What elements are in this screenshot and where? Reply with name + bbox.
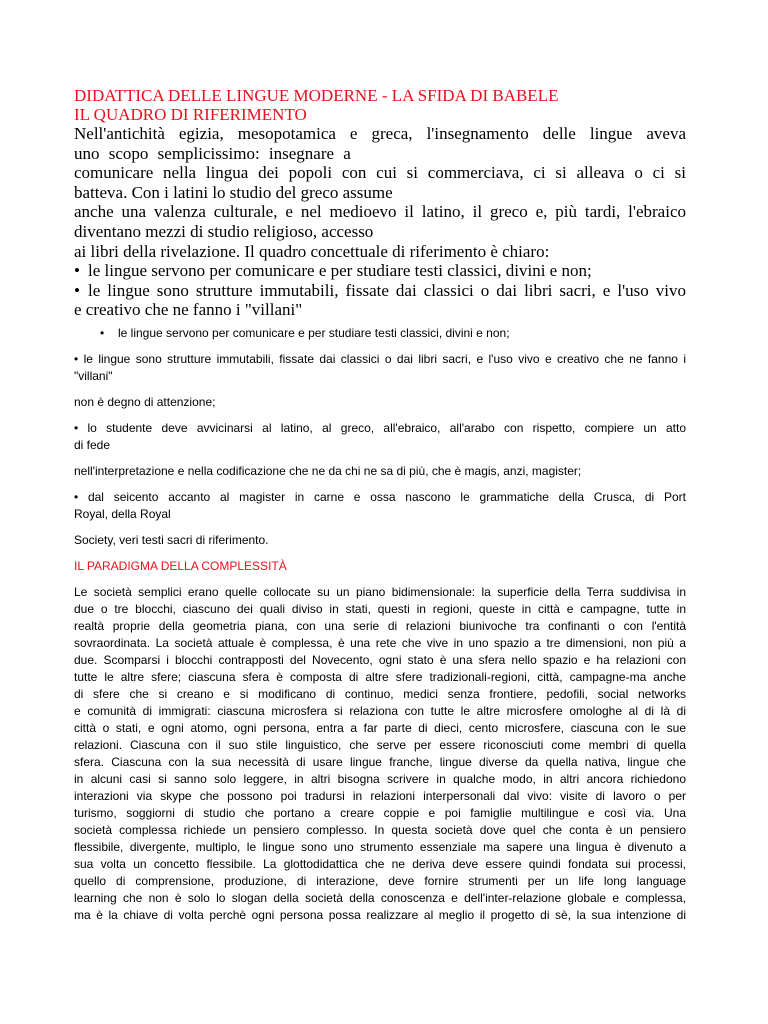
intro-line: anche una valenza culturale, e nel medioevo il latino, il greco e, più tardi, l'ebraico (74, 202, 686, 222)
bullet-dot-icon: • (100, 325, 105, 340)
paragraph-line: quello di comprensione, produzione, di interazione, deve fornire strumenti per un life long language (74, 873, 686, 888)
paragraph-line: due. Scomparsi i blocchi contrapposti del Novecento, ogni stato è una sfera nello spazio e ha relazioni con (74, 652, 686, 667)
intro-line: comunicare nella lingua dei popoli con cui si commerciava, ci si alleava o ci si (74, 163, 686, 183)
point-continuation: non è degno di attenzione; (74, 394, 216, 409)
big-bullet-text: le lingue servono per comunicare e per studiare testi classici, divini e non; (88, 261, 592, 281)
point-a (74, 351, 686, 385)
point-line: • lo studente deve avvicinarsi al latino, al greco, all'ebraico, all'arabo con rispetto, compiere un atto (74, 420, 686, 435)
point-continuation: nell'interpretazione e nella codificazione che ne da chi ne sa di più, che è magis, anzi, magister; (74, 463, 582, 478)
point-continuation: Society, veri testi sacri di riferimento. (74, 532, 269, 547)
paragraph-line: società complessa richiede un pensiero complesso. In questa società dove quel che conta è un pensiero (74, 822, 686, 837)
document-page (74, 84, 686, 924)
paragraph-line: learning che non è solo lo slogan della società della conoscenza e dell'inter-relazione globale e complessa, (74, 890, 686, 905)
point-line: Royal, della Royal (74, 506, 171, 521)
big-bullet-text: le lingue sono strutture immutabili, fissate dai classici o dai libri sacri, e l'uso vivo (88, 280, 686, 300)
paragraph-line: realtà proprie della geometria piana, con una serie di relazioni biunivoche tra confinanti o con l'entità (74, 618, 686, 633)
paragraph-line: sfera. Ciascuna con la sua necessità di usare lingue franche, lingue diverse da quella nativa, lingue che (74, 754, 686, 769)
small-bullet-text: le lingue servono per comunicare e per studiare testi classici, divini e non; (118, 325, 510, 340)
point-c (74, 489, 686, 523)
big-bullet-continuation: e creativo che ne fanno i "villani" (74, 300, 303, 320)
intro-paragraph (74, 124, 686, 320)
paragraph-line: sovraordinata. La società attuale è complessa, è una rete che vive in uno spazio a tre dimensioni, non più a (74, 635, 686, 650)
paragraph-line: in alcuni casi si sanno solo leggere, in altri bisogna scrivere in qualche modo, in altri ancora richiedono (74, 771, 686, 786)
paragraph-line: flessibile, divergente, multiplo, le lingue sono uno strumento essenziale ma sapere una lingua è divenuto a (74, 839, 686, 854)
document-title: DIDATTICA DELLE LINGUE MODERNE - LA SFIDA DI BABELE (74, 86, 559, 105)
intro-line: diventano mezzi di studio religioso, accesso (74, 221, 374, 241)
paragraph-line: tutte le altre sfere; ciascuna sfera è composta di altre sfere tradizionali-regioni, città, campagne-ma anche (74, 669, 686, 684)
paragraph-line: di sfere che si creano e si modificano di continuo, medici senza frontiere, pedofili, social networks (74, 686, 686, 701)
paragraph-line: città o stati, e ogni atomo, ogni persona, entra a far parte di dieci, cento microsfere, ciascuna con le sue (74, 720, 686, 735)
paragraph-line: sua volta un concetto flessibile. La glottodidattica che ne deriva deve essere quindi fondata sui processi, (74, 856, 686, 871)
paragraph-line: Le società semplici erano quelle collocate su un piano bidimensionale: la superficie della Terra suddivisa in (74, 584, 686, 599)
point-line: • le lingue sono strutture immutabili, fissate dai classici o dai libri sacri, e l'uso vivo e creativo che ne fanno i (74, 351, 686, 366)
intro-line: batteva. Con i latini lo studio del greco assume (74, 182, 393, 202)
paragraph-line: ma è la chiave di volta perchè ogni persona possa realizzare al meglio il progetto di sè, la sua intenzione di (74, 907, 686, 922)
paragraph-line: interazioni via skype che possono poi tradursi in relazioni interpersonali dal vivo: visite di lavoro o per (74, 788, 686, 803)
document-subtitle: IL QUADRO DI RIFERIMENTO (74, 105, 307, 124)
bullet-dot-icon: • (74, 261, 80, 281)
intro-line: uno scopo semplicissimo: insegnare a (74, 143, 351, 163)
bullet-dot-icon: • (74, 280, 80, 300)
intro-line: ai libri della rivelazione. Il quadro concettuale di riferimento è chiaro: (74, 241, 550, 261)
point-b (74, 420, 686, 454)
small-bullet-item (74, 325, 686, 342)
big-bullet-item (74, 261, 686, 281)
point-line: di fede (74, 437, 111, 452)
intro-line: Nell'antichità egizia, mesopotamica e greca, l'insegnamento delle lingue aveva (74, 124, 686, 143)
paragraph-line: relazioni. Ciascuna con il suo stile linguistico, che serve per essere riconosciuti come membri di quella (74, 737, 686, 752)
point-line: "villani" (74, 368, 113, 383)
big-bullet-item (74, 281, 686, 301)
paragraph-line: turismo, soggiorni di studio che portano a creare coppie e poi famiglie multilingue e così via. Una (74, 805, 686, 820)
section-paragraph (74, 584, 686, 924)
paragraph-line: e comunità di immigrati: ciascuna microsfera si relaziona con tutte le altre microsfere omologhe al di là di (74, 703, 686, 718)
paragraph-line: due o tre blocchi, ciascuno dei quali diviso in stati, questi in regioni, queste in città e campagne, tutte in (74, 601, 686, 616)
point-line: • dal seicento accanto al magister in carne e ossa nascono le grammatiche della Crusca, di Port (74, 489, 686, 504)
section-heading: IL PARADIGMA DELLA COMPLESSITÀ (74, 558, 287, 573)
